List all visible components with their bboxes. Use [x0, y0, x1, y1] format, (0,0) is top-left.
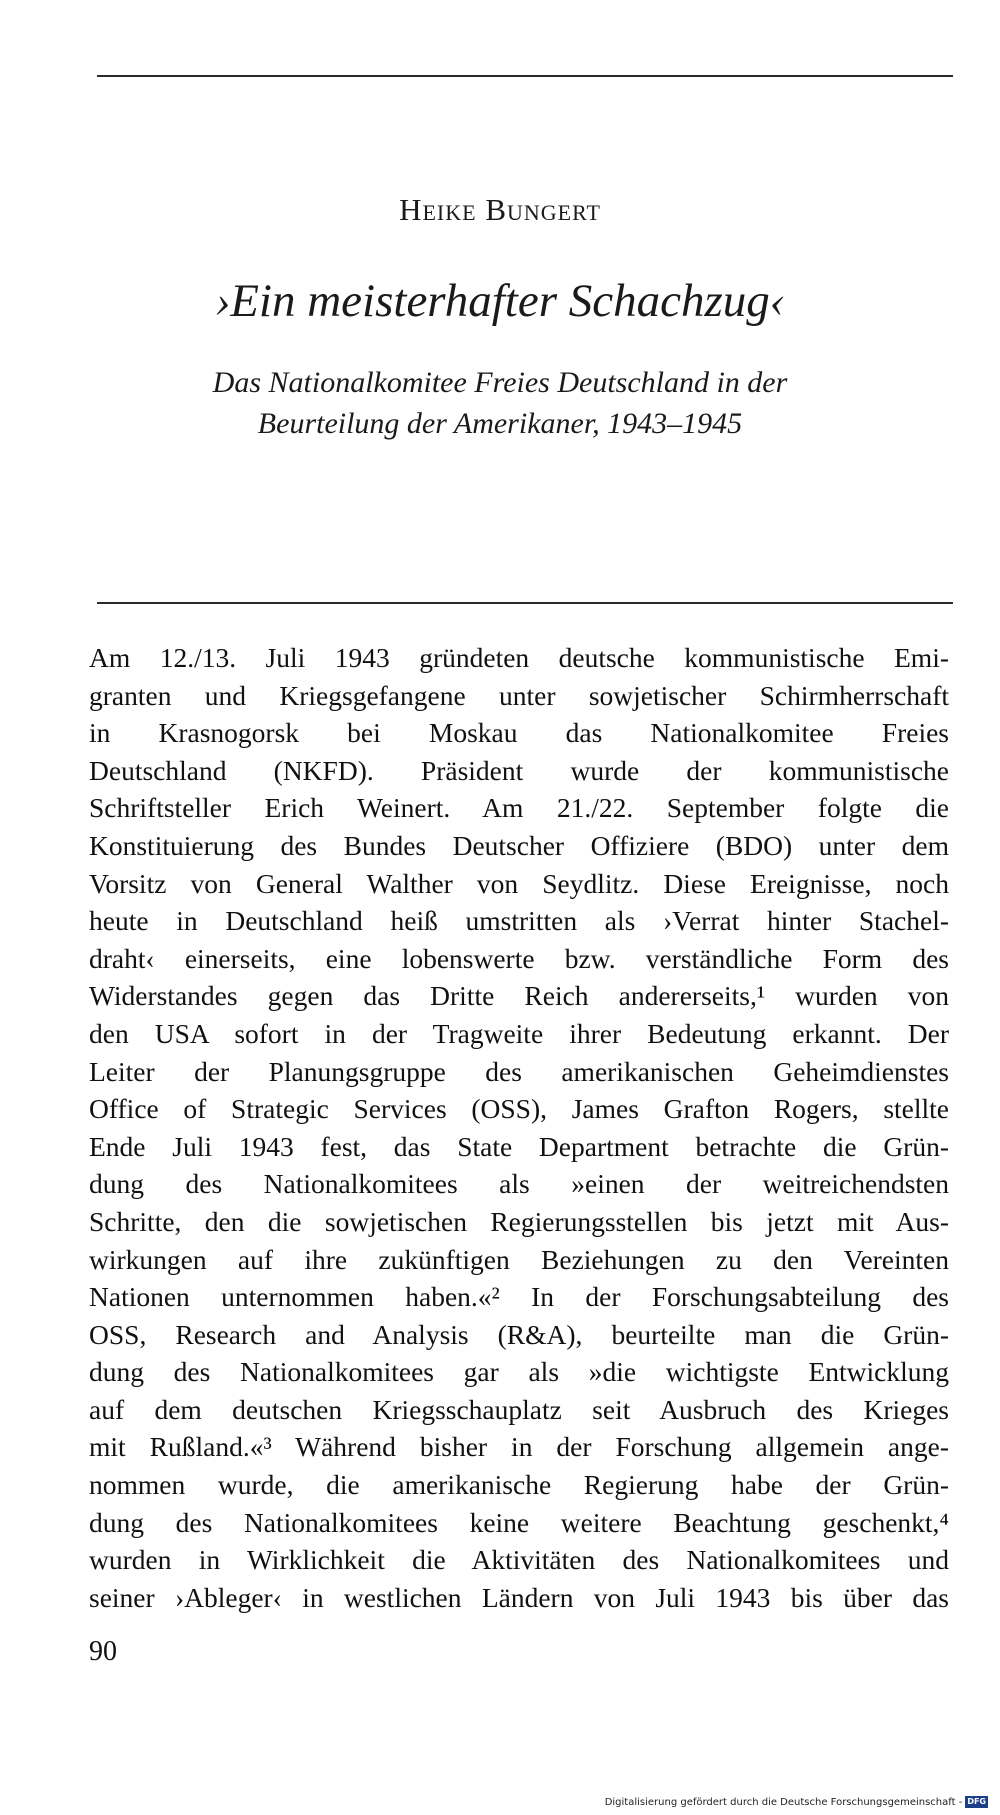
body-line: Widerstandes gegen das Dritte Reich andererseits,¹ wurden von	[89, 980, 949, 1012]
body-line: Ende Juli 1943 fest, das State Department betrachte die Grün-	[89, 1130, 949, 1162]
body-line: wirkungen auf ihre zukünftigen Beziehungen zu den Vereinten	[89, 1243, 949, 1275]
body-line: granten und Kriegsgefangene unter sowjetischer Schirmherrschaft	[89, 679, 949, 711]
dfg-logo-icon: DFG	[967, 1797, 986, 1806]
header-bottom-rule	[97, 602, 953, 604]
body-line: Office of Strategic Services (OSS), James Grafton Rogers, stellte	[89, 1093, 949, 1125]
body-line: dung des Nationalkomitees als »einen der weitreichendsten	[89, 1168, 949, 1200]
body-line: Schritte, den die sowjetischen Regierungsstellen bis jetzt mit Aus-	[89, 1205, 949, 1237]
article-subtitle	[0, 362, 1000, 444]
body-text	[89, 639, 949, 1616]
body-line: Am 12./13. Juli 1943 gründeten deutsche kommunistische Emi-	[89, 642, 949, 673]
body-line: heute in Deutschland heiß umstritten als ›Verrat hinter Stachel-	[89, 905, 949, 937]
page-number: 90	[89, 1636, 117, 1667]
body-line: Nationen unternommen haben.«² In der Forschungsabteilung des	[89, 1281, 949, 1313]
body-line: auf dem deutschen Kriegsschauplatz seit Ausbruch des Krieges	[89, 1393, 949, 1425]
footer-text: Digitalisierung gefördert durch die Deutsche Forschungsgemeinschaft -	[604, 1796, 963, 1808]
body-line: in Krasnogorsk bei Moskau das Nationalkomitee Freies	[89, 717, 949, 749]
body-line: nommen wurde, die amerikanische Regierung habe der Grün-	[89, 1469, 949, 1501]
body-line: Vorsitz von General Walther von Seydlitz. Diese Ereignisse, noch	[89, 867, 949, 899]
digitization-footer	[605, 1796, 988, 1808]
body-line: Konstituierung des Bundes Deutscher Offiziere (BDO) unter dem	[89, 829, 949, 861]
body-line: OSS, Research and Analysis (R&A), beurteilte man die Grün-	[89, 1318, 949, 1350]
body-line: mit Rußland.«³ Während bisher in der Forschung allgemein ange-	[89, 1431, 949, 1463]
top-rule	[97, 75, 953, 77]
body-line: Leiter der Planungsgruppe des amerikanischen Geheimdienstes	[89, 1055, 949, 1087]
body-line: dung des Nationalkomitees gar als »die wichtigste Entwicklung	[89, 1356, 949, 1388]
author-name: Heike Bungert	[399, 192, 601, 227]
body-line: Deutschland (NKFD). Präsident wurde der kommunistische	[89, 754, 949, 786]
subtitle-line-2: Beurteilung der Amerikaner, 1943–1945	[257, 407, 743, 440]
body-line: seiner ›Ableger‹ in westlichen Ländern von Juli 1943 bis über das	[89, 1581, 949, 1613]
body-line: draht‹ einerseits, eine lobenswerte bzw. verständliche Form des	[89, 942, 949, 974]
body-line: wurden in Wirklichkeit die Aktivitäten des Nationalkomitees und	[89, 1544, 949, 1576]
subtitle-line-1: Das Nationalkomitee Freies Deutschland in der	[212, 366, 788, 399]
body-line: Schriftsteller Erich Weinert. Am 21./22. September folgte die	[89, 792, 949, 824]
body-line: den USA sofort in der Tragweite ihrer Bedeutung erkannt. Der	[89, 1017, 949, 1049]
article-title: ›Ein meisterhafter Schachzug‹	[214, 275, 786, 327]
body-line: dung des Nationalkomitees keine weitere Beachtung geschenkt,⁴	[89, 1506, 949, 1538]
